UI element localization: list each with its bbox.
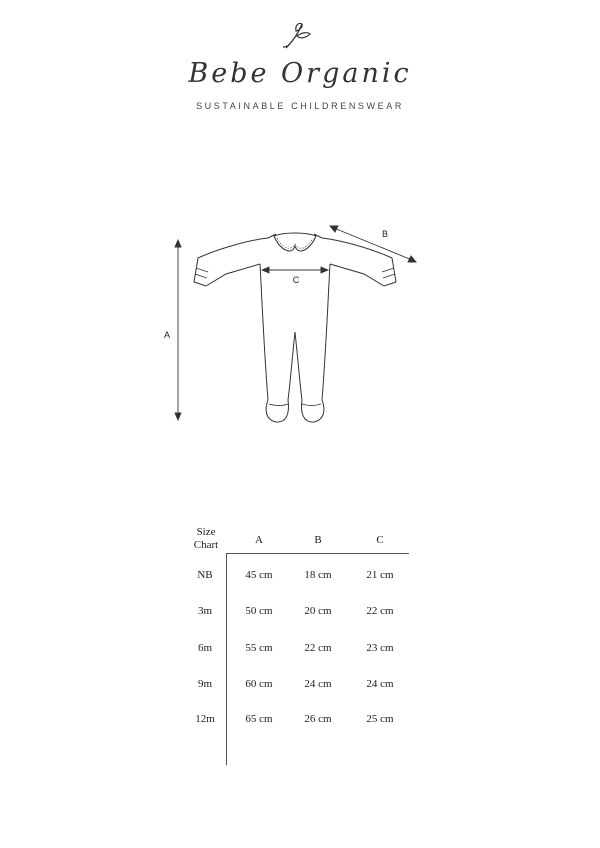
size-chart-table <box>0 520 600 760</box>
measurement-c: 21 cm <box>366 569 394 581</box>
size-label: 6m <box>197 642 213 654</box>
column-header-c: C <box>376 534 384 546</box>
size-label: 3m <box>197 605 213 617</box>
measurement-b: 26 cm <box>304 713 332 725</box>
column-header-b: B <box>314 534 322 546</box>
leaf-sprig-icon <box>278 14 322 54</box>
measurement-a: 45 cm <box>245 569 273 581</box>
dimension-a-label: A <box>164 330 171 340</box>
sleepsuit-outline <box>194 233 396 422</box>
size-label: 9m <box>197 678 213 690</box>
dimension-a-arrow <box>175 240 181 420</box>
measurement-a: 50 cm <box>245 605 273 617</box>
dimension-c-arrow <box>262 267 328 273</box>
measurement-a: 55 cm <box>245 642 273 654</box>
size-chart-title-line-2: Chart <box>193 539 219 551</box>
dimension-c-label: C <box>292 275 300 285</box>
measurement-a: 60 cm <box>245 678 273 690</box>
measurement-c: 24 cm <box>366 678 394 690</box>
size-label: 12m <box>195 713 215 725</box>
size-label: NB <box>197 569 213 581</box>
measurement-c: 22 cm <box>366 605 394 617</box>
measurement-b: 18 cm <box>304 569 332 581</box>
size-column-divider <box>226 553 227 765</box>
dimension-b-arrow <box>330 226 416 262</box>
size-chart-title <box>182 526 230 552</box>
measurement-b: 20 cm <box>304 605 332 617</box>
measurement-b: 24 cm <box>304 678 332 690</box>
column-header-a: A <box>255 534 263 546</box>
measurement-a: 65 cm <box>245 713 273 725</box>
measurement-c: 25 cm <box>366 713 394 725</box>
brand-name: Bebe Organic <box>188 58 412 89</box>
garment-diagram <box>150 220 440 435</box>
brand-tagline: SUSTAINABLE CHILDRENSWEAR <box>196 101 404 111</box>
header-divider <box>226 553 409 554</box>
measurement-b: 22 cm <box>304 642 332 654</box>
size-chart-title-line-1: Size <box>196 526 216 538</box>
measurement-c: 23 cm <box>366 642 394 654</box>
dimension-b-label: B <box>382 229 389 239</box>
